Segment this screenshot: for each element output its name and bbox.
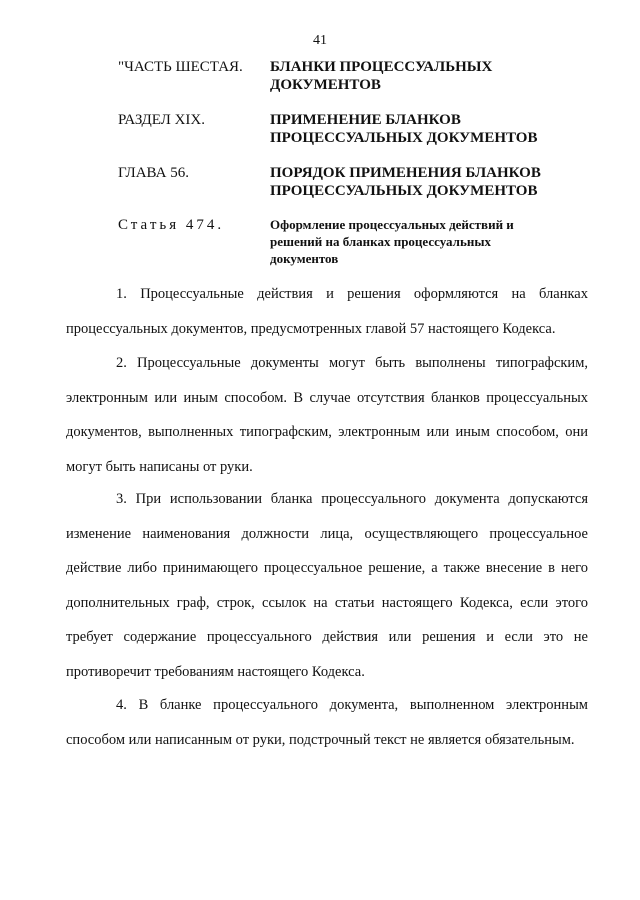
section-label: РАЗДЕЛ XIX. [118, 112, 206, 128]
page-number: 41 [313, 33, 327, 48]
article-title: Оформление процессуальных действий и решений на бланках процессуальных документов [270, 217, 514, 266]
article-label: Статья 474. [118, 217, 225, 233]
section-title: ПРИМЕНЕНИЕ БЛАНКОВ ПРОЦЕССУАЛЬНЫХ ДОКУМЕНТОВ [270, 112, 538, 146]
paragraph-4-block [66, 688, 588, 757]
paragraph-2-block [66, 346, 588, 484]
paragraph-2: 2. Процессуальные документы могут быть выполнены типографским, электронным или иным способом. В случае отсутствия бланков процессуальных документов, выполненных типографским, электронным или иным способом, они могут быть написаны от руки. [66, 355, 588, 475]
chapter-title: ПОРЯДОК ПРИМЕНЕНИЯ БЛАНКОВ ПРОЦЕССУАЛЬНЫХ ДОКУМЕНТОВ [270, 165, 541, 199]
paragraph-3: 3. При использовании бланка процессуального документа допускаются изменение наименования должности лица, осуществляющего процессуальное действие либо принимающего процессуальное решение, а также внесение в него дополнительных граф, строк, ссылок на статьи настоящего Кодекса, если этого требует содержание процессуального действия или решения и если это не противоречит требованиям настоящего Кодекса. [66, 491, 588, 680]
chapter-label: ГЛАВА 56. [118, 165, 189, 181]
paragraph-1: 1. Процессуальные действия и решения оформляются на бланках процессуальных документов, предусмотренных главой 57 настоящего Кодекса. [66, 286, 588, 337]
paragraph-4: 4. В бланке процессуального документа, выполненном электронным способом или написанным от руки, подстрочный текст не является обязательным. [66, 697, 588, 748]
part-label: "ЧАСТЬ ШЕСТАЯ. [118, 59, 243, 75]
paragraph-1-block [66, 277, 588, 346]
paragraph-3-block [66, 482, 588, 689]
part-title: БЛАНКИ ПРОЦЕССУАЛЬНЫХ ДОКУМЕНТОВ [270, 59, 493, 93]
